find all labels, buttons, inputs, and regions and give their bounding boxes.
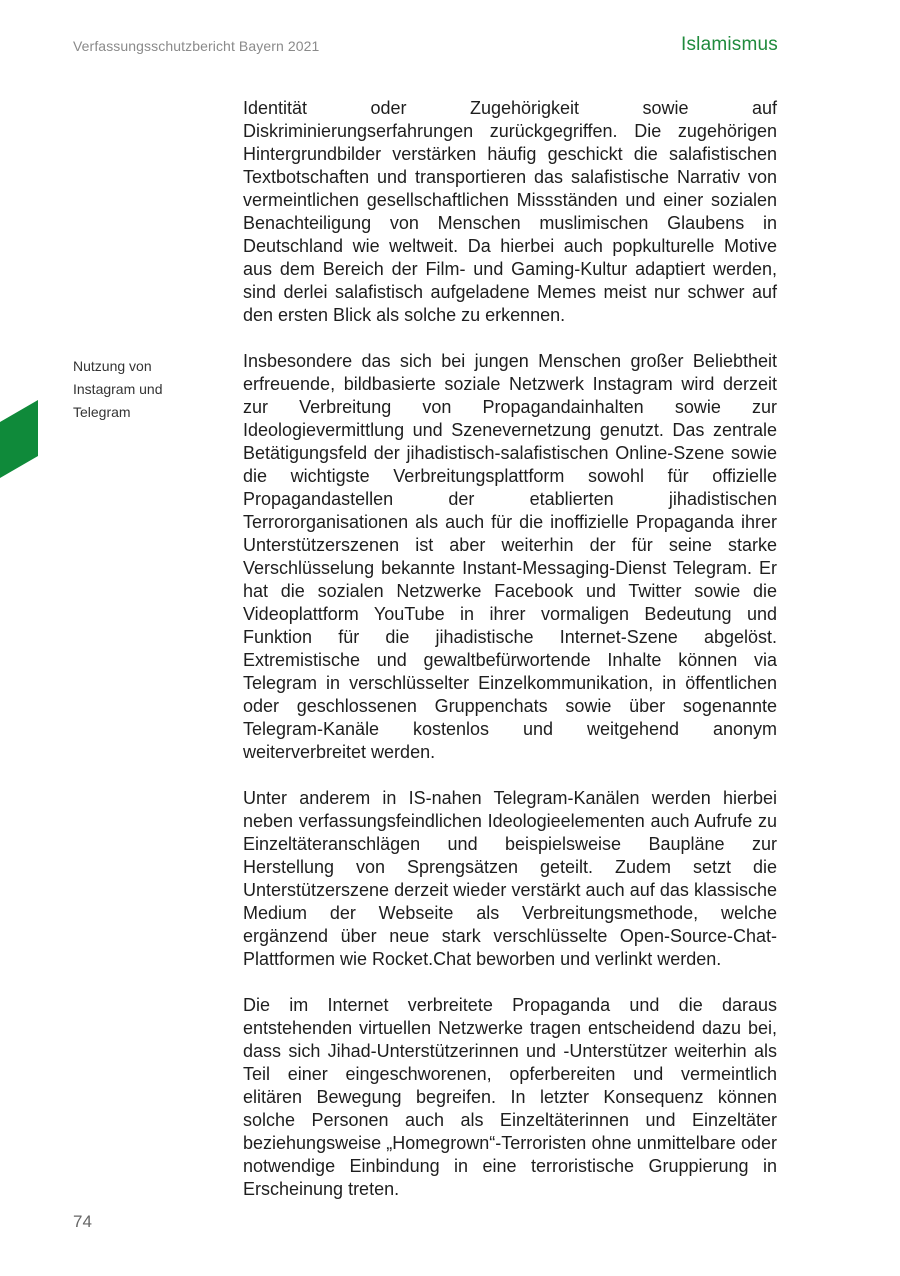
section-tab-marker xyxy=(0,400,38,478)
section-title: Islamismus xyxy=(680,34,778,55)
margin-note-line: Telegram xyxy=(73,404,131,420)
paragraph: Die im Internet verbreitete Propaganda und die daraus entstehenden virtuellen Netzwerke tragen entscheidend dazu bei, dass sich Jihad-Unterstützerinnen und -Unterstützer weiterhin als Teil einer eingeschworenen, opferbereiten und vermeintlich elitären Bewegung begreifen. In letzter Konsequenz können solche Personen auch als Einzeltäterinnen und Einzeltäter beziehungsweise „Homegrown“-Terroristen ohne unmittelbare oder notwendige Einbindung in eine terroristische Gruppierung in Erscheinung treten. xyxy=(243,995,777,1199)
body-text xyxy=(243,97,777,1201)
paragraph: Insbesondere das sich bei jungen Menschen großer Beliebtheit erfreuende, bildbasierte soziale Netzwerk Instagram wird derzeit zur Verbreitung von Propagandainhalten sowie zur Ideologievermittlung und Szenevernetzung genutzt. Das zentrale Betätigungsfeld der jihadistisch-salafistischen Online-Szene sowie die wichtigste Verbreitungsplattform sowohl für offizielle Propagandastellen der etablierten jihadistischen Terrororganisationen als auch für die inoffizielle Propaganda ihrer Unterstützerszenen ist aber weiterhin der für seine starke Verschlüsselung bekannte Instant-Messaging-Dienst Telegram. Er hat die sozialen Netzwerke Facebook und Twitter sowie die Videoplattform YouTube in ihrer vormaligen Bedeutung und Funktion für die jihadistische Internet-Szene abgelöst. Extremistische und gewaltbefürwortende Inhalte können via Telegram in verschlüsselter Einzelkommunikation, in öffentlichen oder geschlossenen Gruppenchats sowie über sogenannte Telegram-Kanäle kostenlos und weitgehend anonym weiterverbreitet werden. xyxy=(243,351,777,762)
margin-note-line: Nutzung von xyxy=(73,358,152,374)
margin-note xyxy=(73,355,213,424)
margin-note-line: Instagram und xyxy=(73,381,163,397)
paragraph: Unter anderem in IS-nahen Telegram-Kanälen werden hierbei neben verfassungsfeindlichen Ideologieelementen auch Aufrufe zu Einzeltäteranschlägen und beispielsweise Baupläne zur Herstellung von Sprengsätzen geteilt. Zudem setzt die Unterstützerszene derzeit wieder verstärkt auch auf das klassische Medium der Webseite als Verbreitungsmethode, welche ergänzend über neue stark verschlüsselte Open-Source-Chat-Plattformen wie Rocket.Chat beworben und verlinkt werden. xyxy=(243,788,777,969)
paragraph: Identität oder Zugehörigkeit sowie auf Diskriminierungserfahrungen zurückgegriffen. Die zugehörigen Hintergrundbilder verstärken häufig geschickt die salafistischen Textbotschaften und transportieren das salafistische Narrativ von vermeintlichen gesellschaftlichen Missständen und einer sozialen Benachteiligung von Menschen muslimischen Glaubens in Deutschland wie weltweit. Da hierbei auch popkulturelle Motive aus dem Bereich der Film- und Gaming-Kultur adaptiert werden, sind derlei salafistisch aufgeladene Memes meist nur schwer auf den ersten Blick als solche zu erkennen. xyxy=(243,98,777,325)
page-number: 74 xyxy=(73,1212,92,1231)
running-header-title: Verfassungsschutzbericht Bayern 2021 xyxy=(73,38,320,54)
